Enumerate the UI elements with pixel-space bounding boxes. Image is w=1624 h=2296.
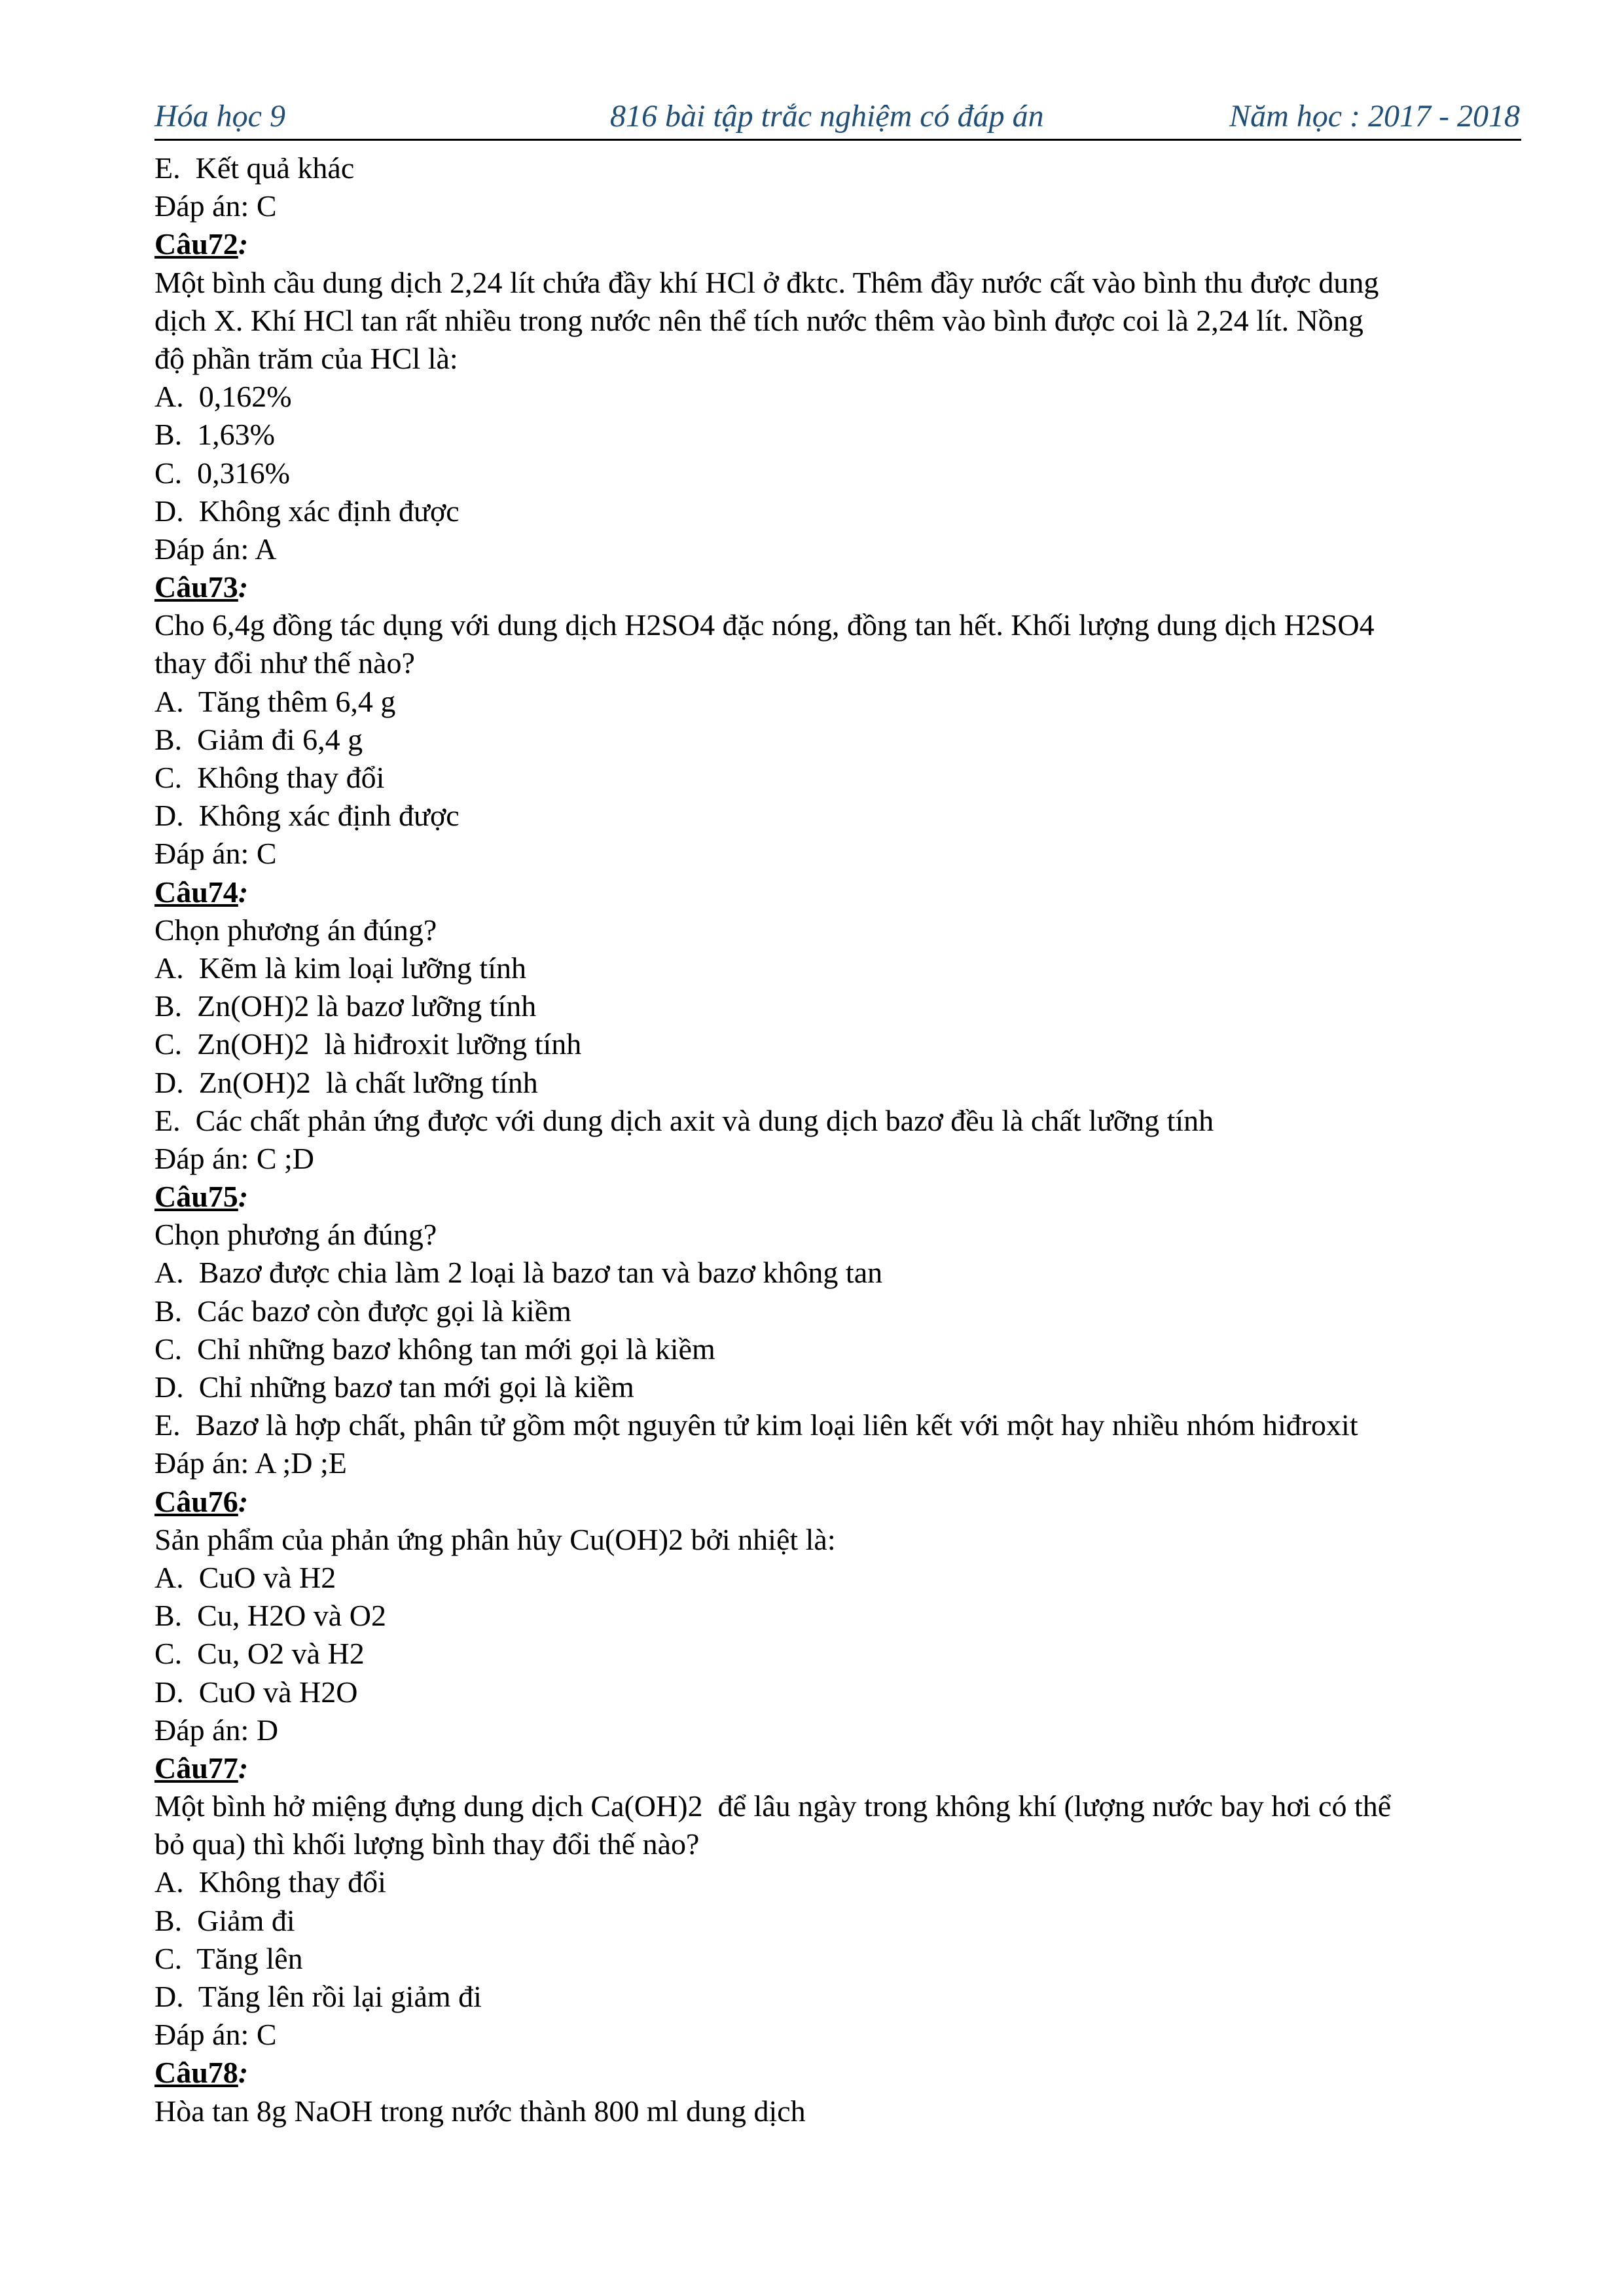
option-line: D. CuO và H2O (154, 1675, 358, 1709)
question-colon: : (238, 570, 249, 604)
question-title (154, 1483, 1529, 1521)
option-line: C. Zn(OH)2 là hiđroxit lưỡng tính (154, 1027, 582, 1061)
option-line: D. Không xác định được (154, 799, 460, 833)
option-line: B. Zn(OH)2 là bazơ lưỡng tính (154, 989, 537, 1023)
header-title: 816 bài tập trắc nghiệm có đáp án (610, 99, 1044, 134)
question-title (154, 225, 1529, 263)
answer-line: Đáp án: A ;D ;E (154, 1446, 347, 1480)
header-school-year: Năm học : 2017 - 2018 (1229, 99, 1520, 134)
option-line: A. Kẽm là kim loại lưỡng tính (154, 951, 526, 985)
answer-line: Đáp án: C (154, 2018, 277, 2052)
question-stem-line: Một bình cầu dung dịch 2,24 lít chứa đầy khí HCl ở đktc. Thêm đầy nước cất vào bình thu được dung (154, 265, 1379, 299)
question-title (154, 873, 1529, 911)
option-line: B. Cu, H2O và O2 (154, 1599, 386, 1633)
question-stem-line: Chọn phương án đúng? (154, 913, 437, 947)
option-line: A. Bazơ được chia làm 2 loại là bazơ tan và bazơ không tan (154, 1256, 883, 1290)
question-title (154, 1749, 1529, 1787)
question-stem-line: Sản phẩm của phản ứng phân hủy Cu(OH)2 bởi nhiệt là: (154, 1522, 836, 1556)
option-line: B. 1,63% (154, 418, 275, 452)
page-header (154, 96, 1521, 141)
question-block (154, 1178, 1529, 1483)
question-block (154, 1749, 1529, 2054)
option-line: C. Cu, O2 và H2 (154, 1637, 365, 1671)
option-line: E. Các chất phản ứng được với dung dịch axit và dung dịch bazơ đều là chất lưỡng tính (154, 1103, 1214, 1137)
option-line: B. Các bazơ còn được gọi là kiềm (154, 1294, 571, 1328)
question-stem-line: Cho 6,4g đồng tác dụng với dung dịch H2SO4 đặc nóng, đồng tan hết. Khối lượng dung dịch H2SO4 (154, 608, 1375, 642)
question-colon: : (238, 1751, 249, 1785)
option-line: B. Giảm đi 6,4 g (154, 722, 363, 756)
question-block (154, 1483, 1529, 1749)
answer-line: Đáp án: C ;D (154, 1141, 315, 1175)
option-line: C. Tăng lên (154, 1941, 303, 1975)
option-line: C. 0,316% (154, 456, 290, 490)
option-line: D. Zn(OH)2 là chất lưỡng tính (154, 1065, 538, 1099)
question-block (154, 873, 1529, 1178)
question-stem-line: Chọn phương án đúng? (154, 1218, 437, 1252)
question-colon: : (238, 875, 249, 909)
question-number: Câu75 (154, 1180, 238, 1214)
question-number: Câu76 (154, 1484, 238, 1518)
option-line: E. Bazơ là hợp chất, phân tử gồm một nguyên tử kim loại liên kết với một hay nhiều nhóm hiđroxit (154, 1408, 1358, 1442)
question-title (154, 2054, 1529, 2092)
question-stem-line: bỏ qua) thì khối lượng bình thay đổi thế nào? (154, 1827, 700, 1861)
answer-line: Đáp án: C (154, 837, 277, 871)
question-title (154, 568, 1529, 606)
question-colon: : (238, 2056, 249, 2090)
option-line: C. Chỉ những bazơ không tan mới gọi là kiềm (154, 1332, 715, 1366)
question-stem-line: Hòa tan 8g NaOH trong nước thành 800 ml dung dịch (154, 2094, 806, 2128)
answer-line: Đáp án: A (154, 532, 277, 566)
option-line: A. Không thay đổi (154, 1865, 386, 1899)
question-block (154, 225, 1529, 568)
question-stem-line: dịch X. Khí HCl tan rất nhiều trong nước nên thể tích nước thêm vào bình được coi là 2,24 lít. Nồng (154, 303, 1363, 337)
question-number: Câu78 (154, 2056, 238, 2090)
option-line: D. Chỉ những bazơ tan mới gọi là kiềm (154, 1370, 634, 1404)
question-number: Câu72 (154, 227, 238, 261)
question-number: Câu74 (154, 875, 238, 909)
option-line: D. Không xác định được (154, 494, 460, 528)
question-block (154, 2054, 1529, 2130)
option-line: C. Không thay đổi (154, 761, 385, 794)
answer-line: Đáp án: C (154, 189, 277, 223)
option-line: B. Giảm đi (154, 1903, 295, 1937)
question-colon: : (238, 1180, 249, 1214)
option-line: A. CuO và H2 (154, 1560, 336, 1594)
question-block (154, 568, 1529, 873)
option-line: A. Tăng thêm 6,4 g (154, 684, 396, 718)
question-number: Câu73 (154, 570, 238, 604)
question-title (154, 1178, 1529, 1216)
option-line: A. 0,162% (154, 380, 292, 414)
question-colon: : (238, 227, 249, 261)
option-line: D. Tăng lên rồi lại giảm đi (154, 1980, 482, 2013)
option-line: E. Kết quả khác (154, 151, 355, 185)
question-stem-line: độ phần trăm của HCl là: (154, 341, 458, 375)
question-number: Câu77 (154, 1751, 238, 1785)
question-colon: : (238, 1484, 249, 1518)
header-subject: Hóa học 9 (154, 99, 285, 134)
answer-line: Đáp án: D (154, 1713, 279, 1747)
question-stem-line: thay đổi như thế nào? (154, 646, 415, 680)
document-body (154, 149, 1529, 2130)
question-list (154, 225, 1529, 2130)
question-stem-line: Một bình hở miệng đựng dung dịch Ca(OH)2 để lâu ngày trong không khí (lượng nước bay hơi có thể (154, 1789, 1392, 1823)
